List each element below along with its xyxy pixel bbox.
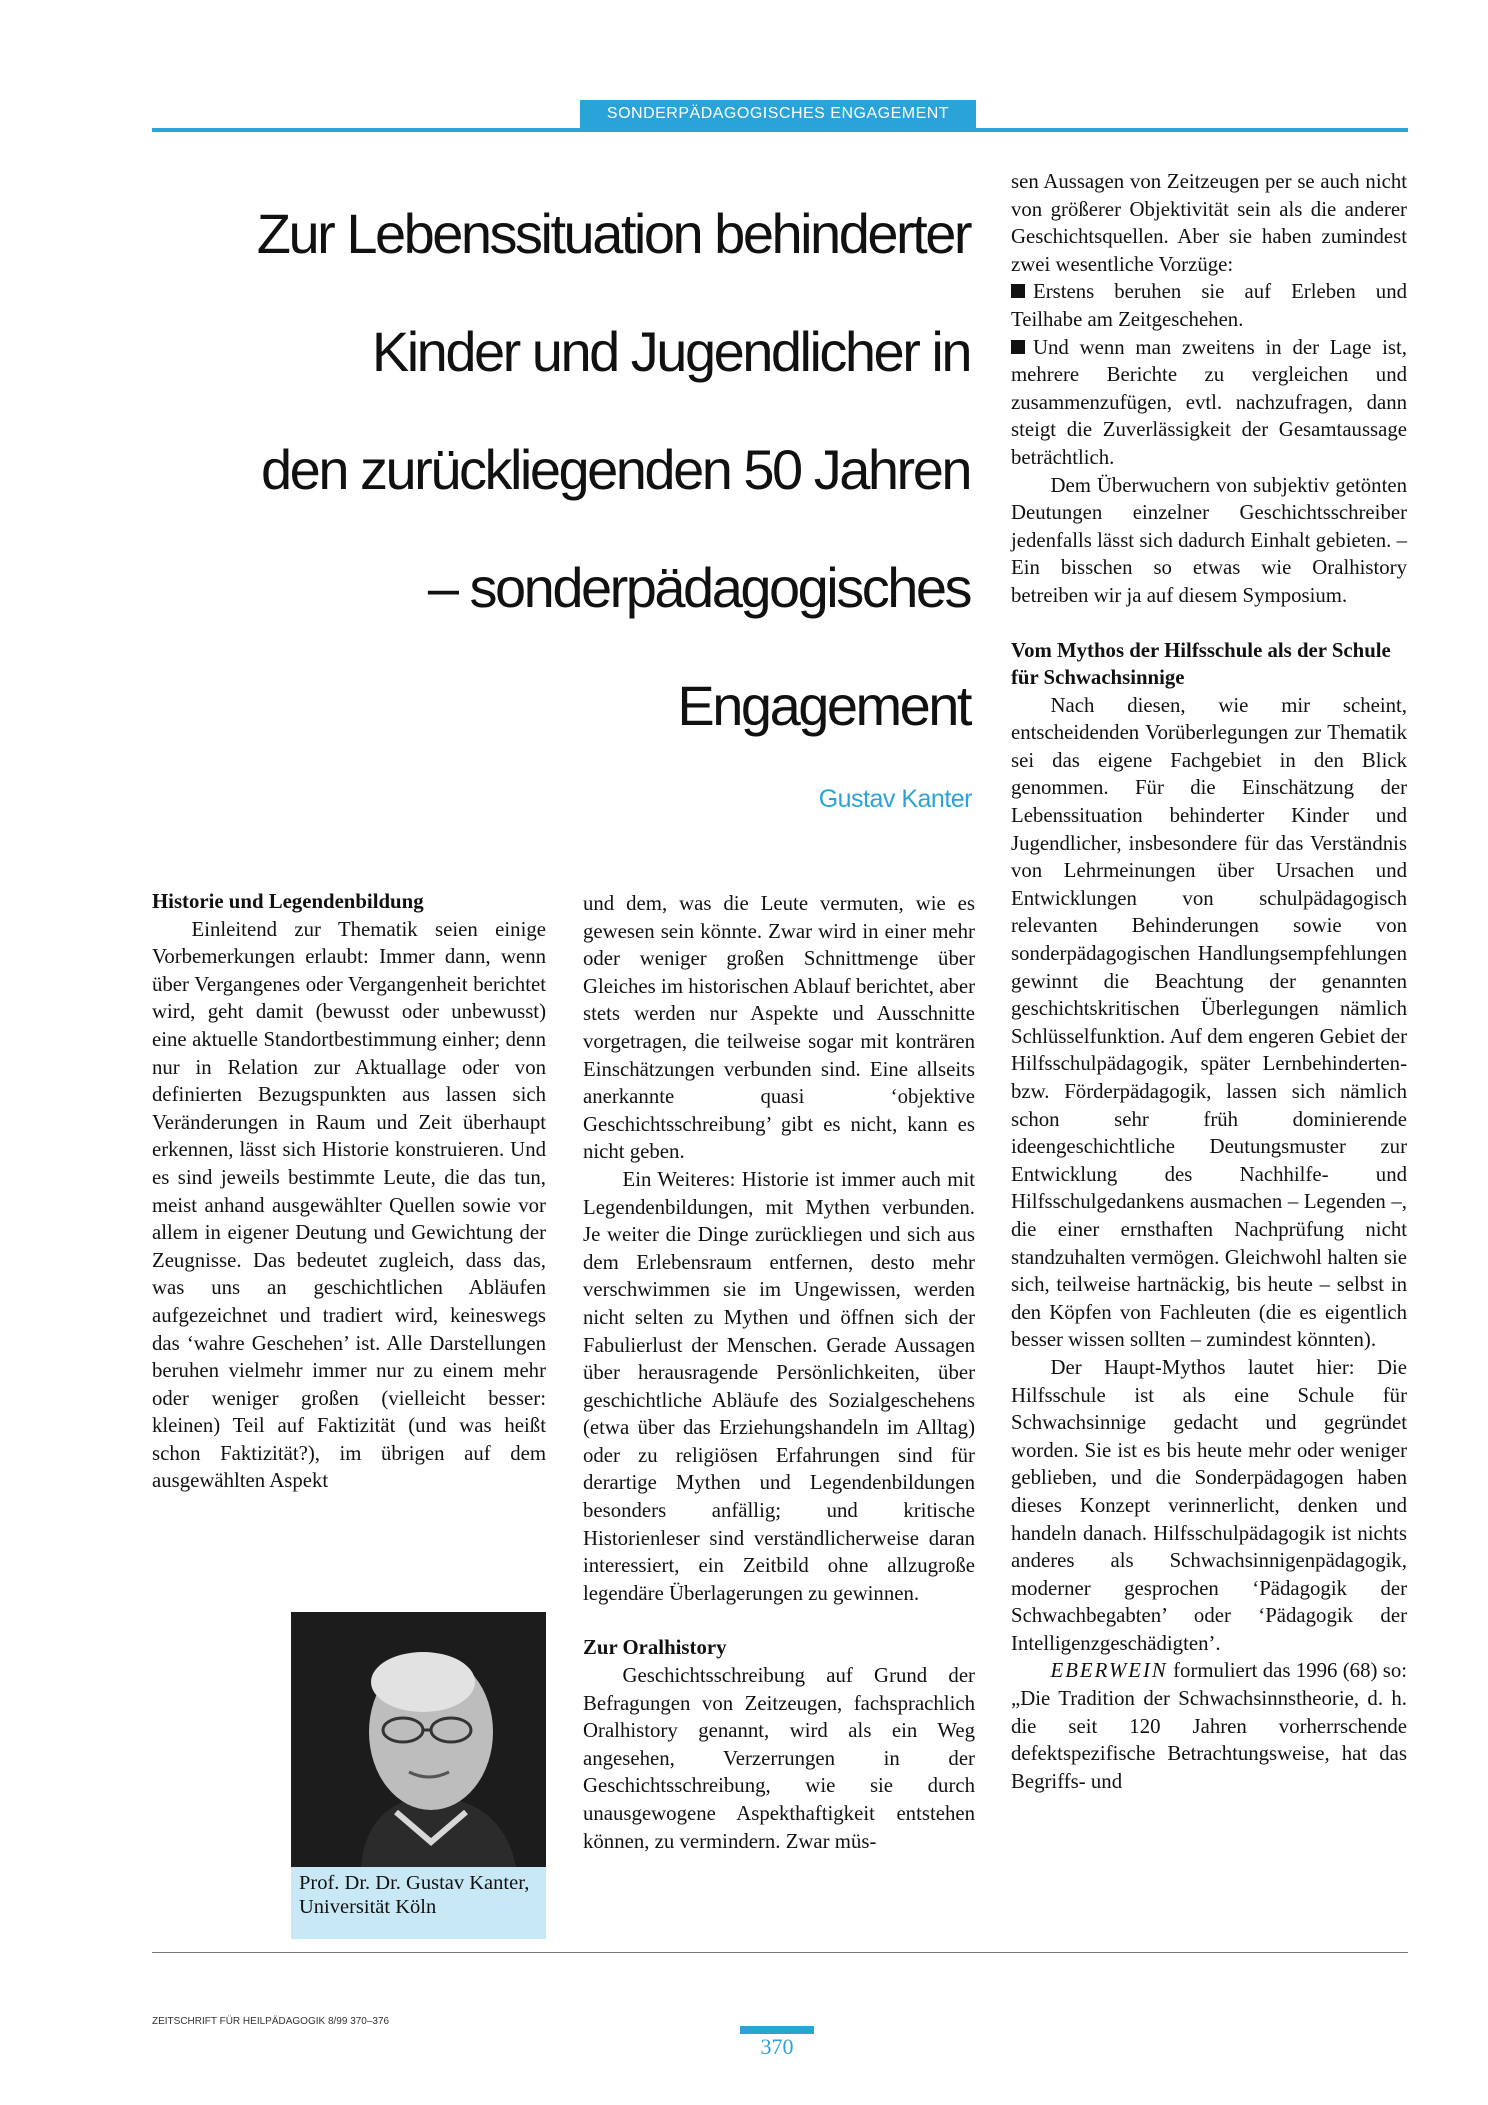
spacer bbox=[583, 1607, 975, 1634]
author-name: Gustav Kanter bbox=[818, 785, 972, 813]
title-line: – sonderpädagogisches bbox=[427, 556, 970, 619]
column-left bbox=[152, 888, 546, 1495]
title-line: Engagement bbox=[677, 674, 970, 737]
paragraph: Der Haupt-Mythos lautet hier: Die Hilfsschule ist als eine Schule für Schwachsinnige gedacht und gegründet worden. Sie ist es bis heute mehr oder weniger geblieben, und die Sonderpädagogen haben dieses Konzept verinnerlicht, denken und handeln danach. Hilfsschulpädagogik ist nichts anderes als Schwachsinnigenpädagogik, moderner gesprochen ‘Pädagogik der Schwachbegabten’ oder ‘Pädagogik der Intelligenzgeschädigten’. bbox=[1011, 1355, 1407, 1655]
photo-caption: Prof. Dr. Dr. Gustav Kanter, Universität Köln bbox=[291, 1867, 546, 1939]
section-heading-historie: Historie und Legendenbildung bbox=[152, 890, 424, 913]
bullet-text: Erstens beruhen sie auf Erleben und Teilhabe am Zeitgeschehen. bbox=[1011, 280, 1407, 331]
square-bullet-icon bbox=[1011, 340, 1025, 354]
author-photo bbox=[291, 1612, 546, 1867]
page-number: 370 bbox=[760, 2034, 794, 2059]
bottom-rule bbox=[152, 1952, 1408, 1953]
paragraph: und dem, was die Leute vermuten, wie es gewesen sein könnte. Zwar wird in einer mehr oder weniger großen Schnittmenge über Gleiches im historischen Ablauf berichtet, aber stets werden nur Aspekte und Ausschnitte vorgetragen, die teilweise sogar mit konträren Einschätzungen verbunden sind. Eine allseits anerkannte quasi ‘objektive Geschichtsschreibung’ gibt es nicht, kann es nicht geben. bbox=[583, 892, 975, 1164]
paragraph: Ein Weiteres: Historie ist immer auch mit Legendenbildungen, mit Mythen verbunden. Je weiter die Dinge zurückliegen und sich aus dem Erlebensraum entfernen, desto mehr verschwimmen sie im Ungewissen, werden nicht selten zu Mythen und öffnen sich der Fabulierlust der Menschen. Gerade Aussagen über herausragende Persönlichkeiten, über geschichtliche Abläufe des Sozialgeschehens (etwa über das Erziehungshandeln im Alltag) oder zu religiösen Erfahrungen sind für derartige Mythen und Legendenbildungen besonders anfällig; und kritische Historienleser sind verständlicherweise daran interessiert, ein Zeitbild ohne allzugroße legendäre Überlagerungen zu gewinnen. bbox=[583, 1167, 975, 1605]
column-right bbox=[1011, 168, 1407, 1795]
column-middle bbox=[583, 890, 975, 1855]
title-line: Kinder und Jugendlicher in bbox=[371, 320, 970, 383]
paragraph bbox=[1011, 1657, 1407, 1795]
paragraph: Geschichtsschreibung auf Grund der Befragungen von Zeitzeugen, fachsprachlich Oralhistory genannt, wird als ein Weg angesehen, Verzerrungen in der Geschichtsschreibung, wie sie durch unausgewogene Aspekthaftigkeit entstehen können, zu vermindern. Zwar müs- bbox=[583, 1664, 975, 1853]
page-number-bar bbox=[740, 2026, 814, 2034]
bullet-text: Und wenn man zweitens in der Lage ist, mehrere Berichte zu vergleichen und zusammenzufügen, evtl. nachzufragen, dann steigt die Zuverlässigkeit der Gesamtaussage beträchtlich. bbox=[1011, 335, 1407, 469]
paragraph: Einleitend zur Thematik seien einige Vorbemerkungen erlaubt: Immer dann, wenn über Vergangenes oder Vergangenheit berichtet wird, geht damit (bewusst oder unbewusst) eine aktuelle Standortbestimmung einher; denn nur in Relation zur Aktuallage oder von definierten Bezugspunkten aus lassen sich Veränderungen in Raum und Zeit überhaupt erkennen, lässt sich Historie konstruieren. Und es sind jeweils bestimmte Leute, die das tun, meist anhand ausgewählter Quellen sowie vor allem in eigener Deutung und Gewichtung der Zeugnisse. Das bedeutet zugleich, dass das, was uns an geschichtlichen Abläufen aufgezeichnet und tradiert wird, keineswegs das ‘wahre Geschehen’ ist. Alle Darstellungen beruhen vielmehr immer nur zu einem mehr oder weniger großen (vielleicht besser: kleinen) Teil auf Faktizität (und was heißt schon Faktizität?), im übrigen auf dem ausgewählten Aspekt bbox=[152, 917, 546, 1493]
title-line: den zurückliegenden 50 Jahren bbox=[261, 438, 970, 501]
section-heading-oralhistory: Zur Oralhistory bbox=[583, 1636, 727, 1660]
paragraph: Dem Überwuchern von subjektiv getönten Deutungen einzelner Geschichtsschreiber jedenfalls lässt sich dadurch Einhalt gebieten. – Ein bisschen so etwas wie Oralhistory betreiben wir ja auf diesem Symposium. bbox=[1011, 473, 1407, 607]
portrait-illustration bbox=[291, 1612, 546, 1867]
author-reference: EBERWEIN bbox=[1050, 1659, 1168, 1683]
top-rule bbox=[152, 128, 1408, 132]
bullet-item bbox=[1011, 278, 1407, 333]
section-tab: SONDERPÄDAGOGISCHES ENGAGEMENT bbox=[580, 100, 976, 128]
article-title bbox=[170, 175, 970, 765]
spacer bbox=[1011, 610, 1407, 637]
journal-reference: ZEITSCHRIFT FÜR HEILPÄDAGOGIK 8/99 370–376 bbox=[152, 2016, 390, 2027]
bullet-item bbox=[1011, 334, 1407, 472]
title-line: Zur Lebenssituation behinderter bbox=[256, 202, 970, 265]
square-bullet-icon bbox=[1011, 284, 1025, 298]
section-heading-mythos: Vom Mythos der Hilfsschule als der Schule für Schwachsinnige bbox=[1011, 638, 1391, 690]
paragraph: sen Aussagen von Zeitzeugen per se auch nicht von größerer Objektivität sein als die anderer Geschichtsquellen. Aber sie haben zumindest zwei wesentliche Vorzüge: bbox=[1011, 170, 1407, 276]
paragraph: Nach diesen, wie mir scheint, entscheidenden Vorüberlegungen zur Thematik sei das eigene Fachgebiet in den Blick genommen. Für die Einschätzung der Lebenssituation behinderter Kinder und Jugendlicher, insbesondere für das Verständnis von Lehrmeinungen über Ursachen und Entwicklungen von schulpädagogisch relevanten Behinderungen sowie von sonderpädagogischen Handlungsempfehlungen gewinnt die Beachtung der genannten geschichtskritischen Überlegungen nämlich Schlüsselfunktion. Auf dem engeren Gebiet der Hilfsschulpädagogik, später Lernbehinderten- bzw. Förderpädagogik, lassen sich nämlich schon sehr früh dominierende ideengeschichtliche Deutungsmuster zur Entwicklung des Nachhilfe- und Hilfsschulgedankens ausmachen – Legenden –, die einer ernsthaften Nachprüfung nicht standzuhalten vermögen. Gleichwohl halten sie sich, teilweise hartnäckig, bis heute – selbst in den Köpfen von Fachleuten (die es eigentlich besser wissen sollten – zumindest könnten). bbox=[1011, 693, 1407, 1352]
paragraph-text: formuliert das 1996 (68) so: „Die Tradition der Schwachsinnstheorie, d. h. die seit 120 Jahren vorherrschende defektspezifische Betrachtungsweise, hat das Begriffs- und bbox=[1011, 1659, 1407, 1793]
